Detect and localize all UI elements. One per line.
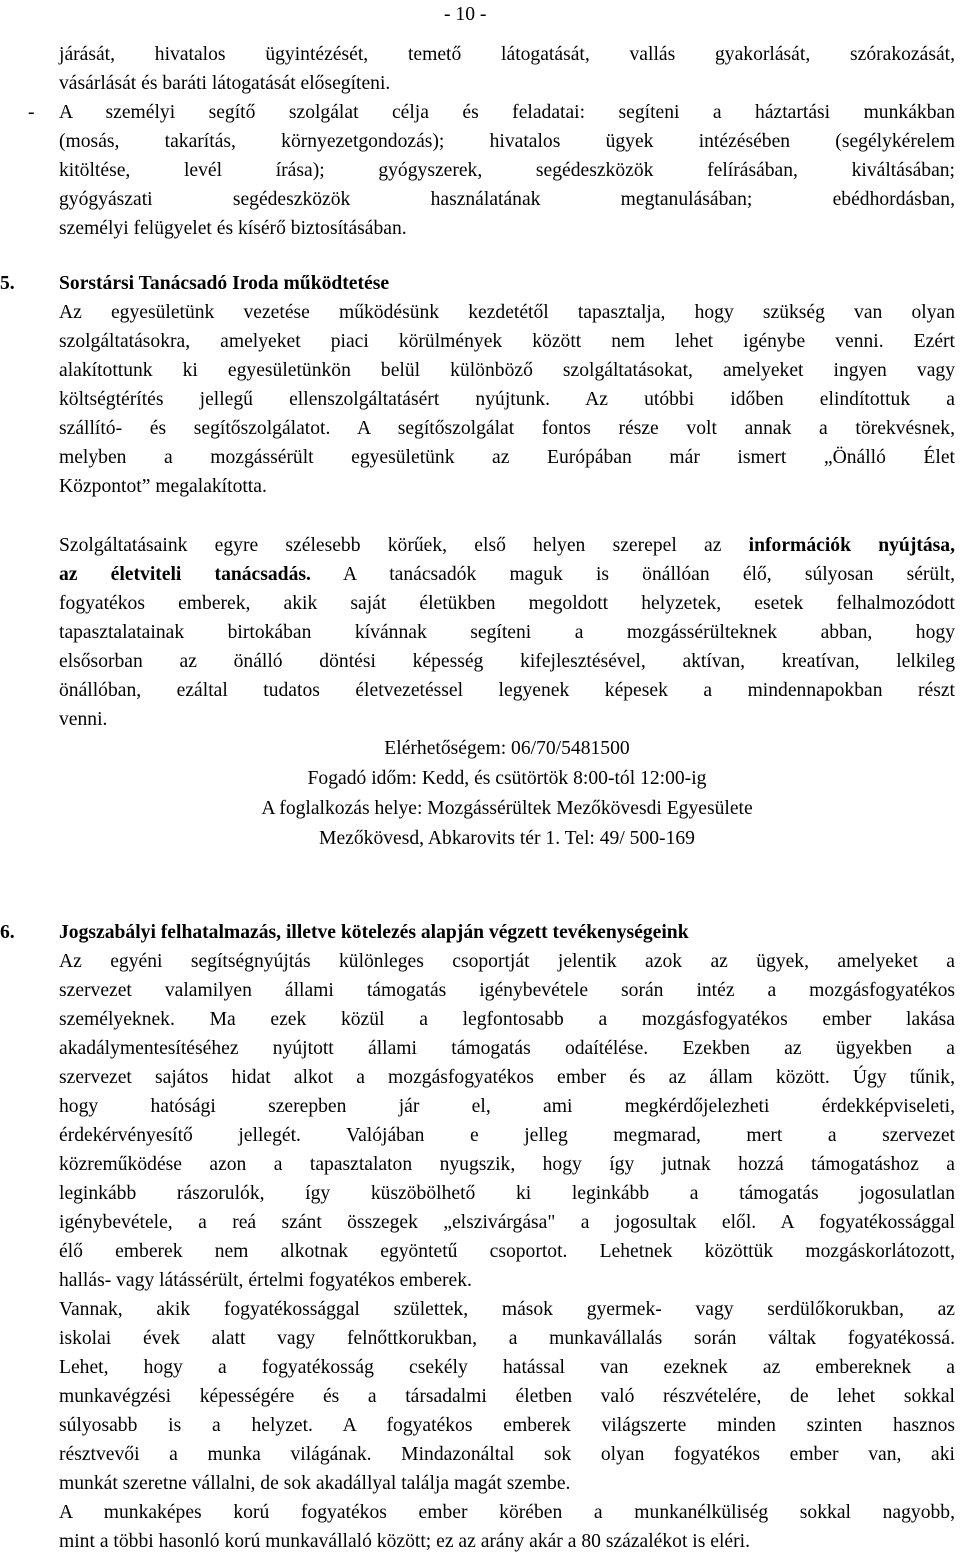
bullet-dash: - xyxy=(28,102,35,123)
section-number: 6. xyxy=(0,922,15,943)
section6-paragraph-3 xyxy=(59,1498,955,1556)
text-run: A tanácsadók maguk is önállóan élő, súlyosan sérült, xyxy=(310,564,955,585)
bold-run: információk nyújtása, xyxy=(748,535,955,556)
section-heading-6 xyxy=(0,918,955,947)
text-line: vásárlását és baráti látogatását elősegíteni. xyxy=(59,73,391,94)
text-line: venni. xyxy=(59,709,108,730)
text-line: Lehet, hogy a fogyatékosság csekély hatással van ezeknek az embereknek a xyxy=(59,1357,955,1378)
text-line: személyi felügyelet és kísérő biztosításában. xyxy=(59,218,407,239)
text-line: fogyatékos emberek, akik saját életükben megoldott helyzetek, esetek felhalmozódott xyxy=(59,593,955,614)
text-line: személyeknek. Ma ezek közül a legfontosabb a mozgásfogyatékos ember lakása xyxy=(59,1009,955,1030)
text-line: hallás- vagy látássérült, értelmi fogyatékos emberek. xyxy=(59,1270,472,1291)
section-heading-5 xyxy=(0,269,955,298)
text-line: szervezet sajátos hidat alkot a mozgásfogyatékos ember és az állam között. Úgy tűnik, xyxy=(59,1067,955,1088)
text-line: szállító- és segítőszolgálatot. A segítőszolgálat fontos része volt annak a törekvésnek, xyxy=(59,418,955,439)
bullet-item xyxy=(28,98,955,243)
text-line: igénybevétele, a reá szánt összegek „elszivárgása" a jogosultak elől. A fogyatékossággal xyxy=(59,1212,955,1233)
text-line: mint a többi hasonló korú munkavállaló között; ez az arány akár a 80 százalékot is eléri. xyxy=(59,1531,750,1552)
text-line: munkavégzési képességére és a társadalmi életben való részvételére, de lehet sokkal xyxy=(59,1386,955,1407)
text-line: Az egyesületünk vezetése működésünk kezdetétől tapasztalja, hogy szükség van olyan xyxy=(59,302,955,323)
section-title: Jogszabályi felhatalmazás, illetve kötelezés alapján végzett tevékenységeink xyxy=(59,922,689,943)
document-body xyxy=(0,40,955,1556)
text-line: Az egyéni segítségnyújtás különleges csoportját jelentik azok az ügyek, amelyeket a xyxy=(59,951,955,972)
text-line: érdekérvényesítő jellegét. Valójában e jelleg megmarad, mert a szervezet xyxy=(59,1125,955,1146)
text-line: iskolai évek alatt vagy felnőttkorukban, a munkavállalás során váltak fogyatékossá. xyxy=(59,1328,955,1349)
section6-paragraph-2 xyxy=(59,1295,955,1498)
page-number: - 10 - xyxy=(444,4,487,25)
text-line: súlyosabb is a helyzet. A fogyatékos emberek világszerte minden szinten hasznos xyxy=(59,1415,955,1436)
text-line: alakítottunk ki egyesületünkön belül különböző szolgáltatásokat, amelyeket ingyen vagy xyxy=(59,360,955,381)
text-line: költségtérítés jellegű ellenszolgáltatásért nyújtunk. Az utóbbi időben elindítottuk a xyxy=(59,389,955,410)
contact-phone: Elérhetőségem: 06/70/5481500 xyxy=(384,738,630,759)
text-line: tapasztalatainak birtokában kívánnak segíteni a mozgássérülteknek abban, hogy xyxy=(59,622,955,643)
section5-paragraph-1 xyxy=(59,298,955,501)
text-line: Vannak, akik fogyatékossággal születtek, mások gyermek- vagy serdülőkorukban, az xyxy=(59,1299,955,1320)
text-line: önállóban, ezáltal tudatos életvezetéssel legyenek képesek a mindennapokban részt xyxy=(59,680,955,701)
text-line: gyógyászati segédeszközök használatának megtanulásában; ebédhordásban, xyxy=(59,189,955,210)
contact-place: A foglalkozás helye: Mozgássérültek Mezőkövesdi Egyesülete xyxy=(261,798,753,819)
text-line: A személyi segítő szolgálat célja és feladatai: segíteni a háztartási munkákban xyxy=(59,102,955,123)
text-line: (mosás, takarítás, környezetgondozás); hivatalos ügyek intézésében (segélykérelem xyxy=(59,131,955,152)
text-line: A munkaképes korú fogyatékos ember körében a munkanélküliség sokkal nagyobb, xyxy=(59,1502,955,1523)
bold-run: az életviteli tanácsadás. xyxy=(59,564,311,585)
text-line: résztvevői a munka világának. Mindazonáltal sok olyan fogyatékos ember van, aki xyxy=(59,1444,955,1465)
section-title: Sorstársi Tanácsadó Iroda működtetése xyxy=(59,273,390,294)
text-line: leginkább rászorulók, így küszöbölhető ki leginkább a támogatás jogosulatlan xyxy=(59,1183,955,1204)
contact-address: Mezőkövesd, Abkarovits tér 1. Tel: 49/ 500-169 xyxy=(319,828,695,849)
text-line: kitöltése, levél írása); gyógyszerek, segédeszközök felírásában, kiváltásában; xyxy=(59,160,955,181)
text-line: munkát szeretne vállalni, de sok akadállyal találja magát szembe. xyxy=(59,1473,571,1494)
text-line xyxy=(59,531,955,560)
text-line: hogy hatósági szerepben jár el, ami megkérdőjelezheti érdekképviseleti, xyxy=(59,1096,955,1117)
text-line: Központot” megalakította. xyxy=(59,476,267,497)
section-number: 5. xyxy=(0,273,15,294)
text-line: szervezet valamilyen állami támogatás igénybevétele során intéz a mozgásfogyatékos xyxy=(59,980,955,1001)
contact-hours: Fogadó időm: Kedd, és csütörtök 8:00-tól 12:00-ig xyxy=(307,768,707,789)
text-line xyxy=(59,560,955,589)
text-line: melyben a mozgássérült egyesületünk az Európában már ismert „Önálló Élet xyxy=(59,447,955,468)
text-line: közreműködése azon a tapasztalaton nyugszik, hogy így jutnak hozzá támogatáshoz a xyxy=(59,1154,955,1175)
section5-paragraph-2 xyxy=(59,531,955,734)
text-line: járását, hivatalos ügyintézését, temető látogatását, vallás gyakorlását, szórakozását, xyxy=(59,44,955,65)
section6-paragraph-1 xyxy=(59,947,955,1295)
text-line: szolgáltatásokra, amelyeket piaci körülmények között nem lehet igénybe venni. Ezért xyxy=(59,331,955,352)
text-line: akadálymentesítéséhez nyújtott állami támogatás odaítélése. Ezekben az ügyekben a xyxy=(59,1038,955,1059)
text-line: elsősorban az önálló döntési képesség kifejlesztésével, aktívan, kreatívan, lelkileg xyxy=(59,651,955,672)
text-line: élő emberek nem alkotnak egyöntetű csoportot. Lehetnek közöttük mozgáskorlátozott, xyxy=(59,1241,955,1262)
text-run: Szolgáltatásaink egyre szélesebb körűek, első helyen szerepel az xyxy=(59,535,749,556)
intro-paragraph xyxy=(59,40,955,98)
contact-info xyxy=(59,734,955,854)
